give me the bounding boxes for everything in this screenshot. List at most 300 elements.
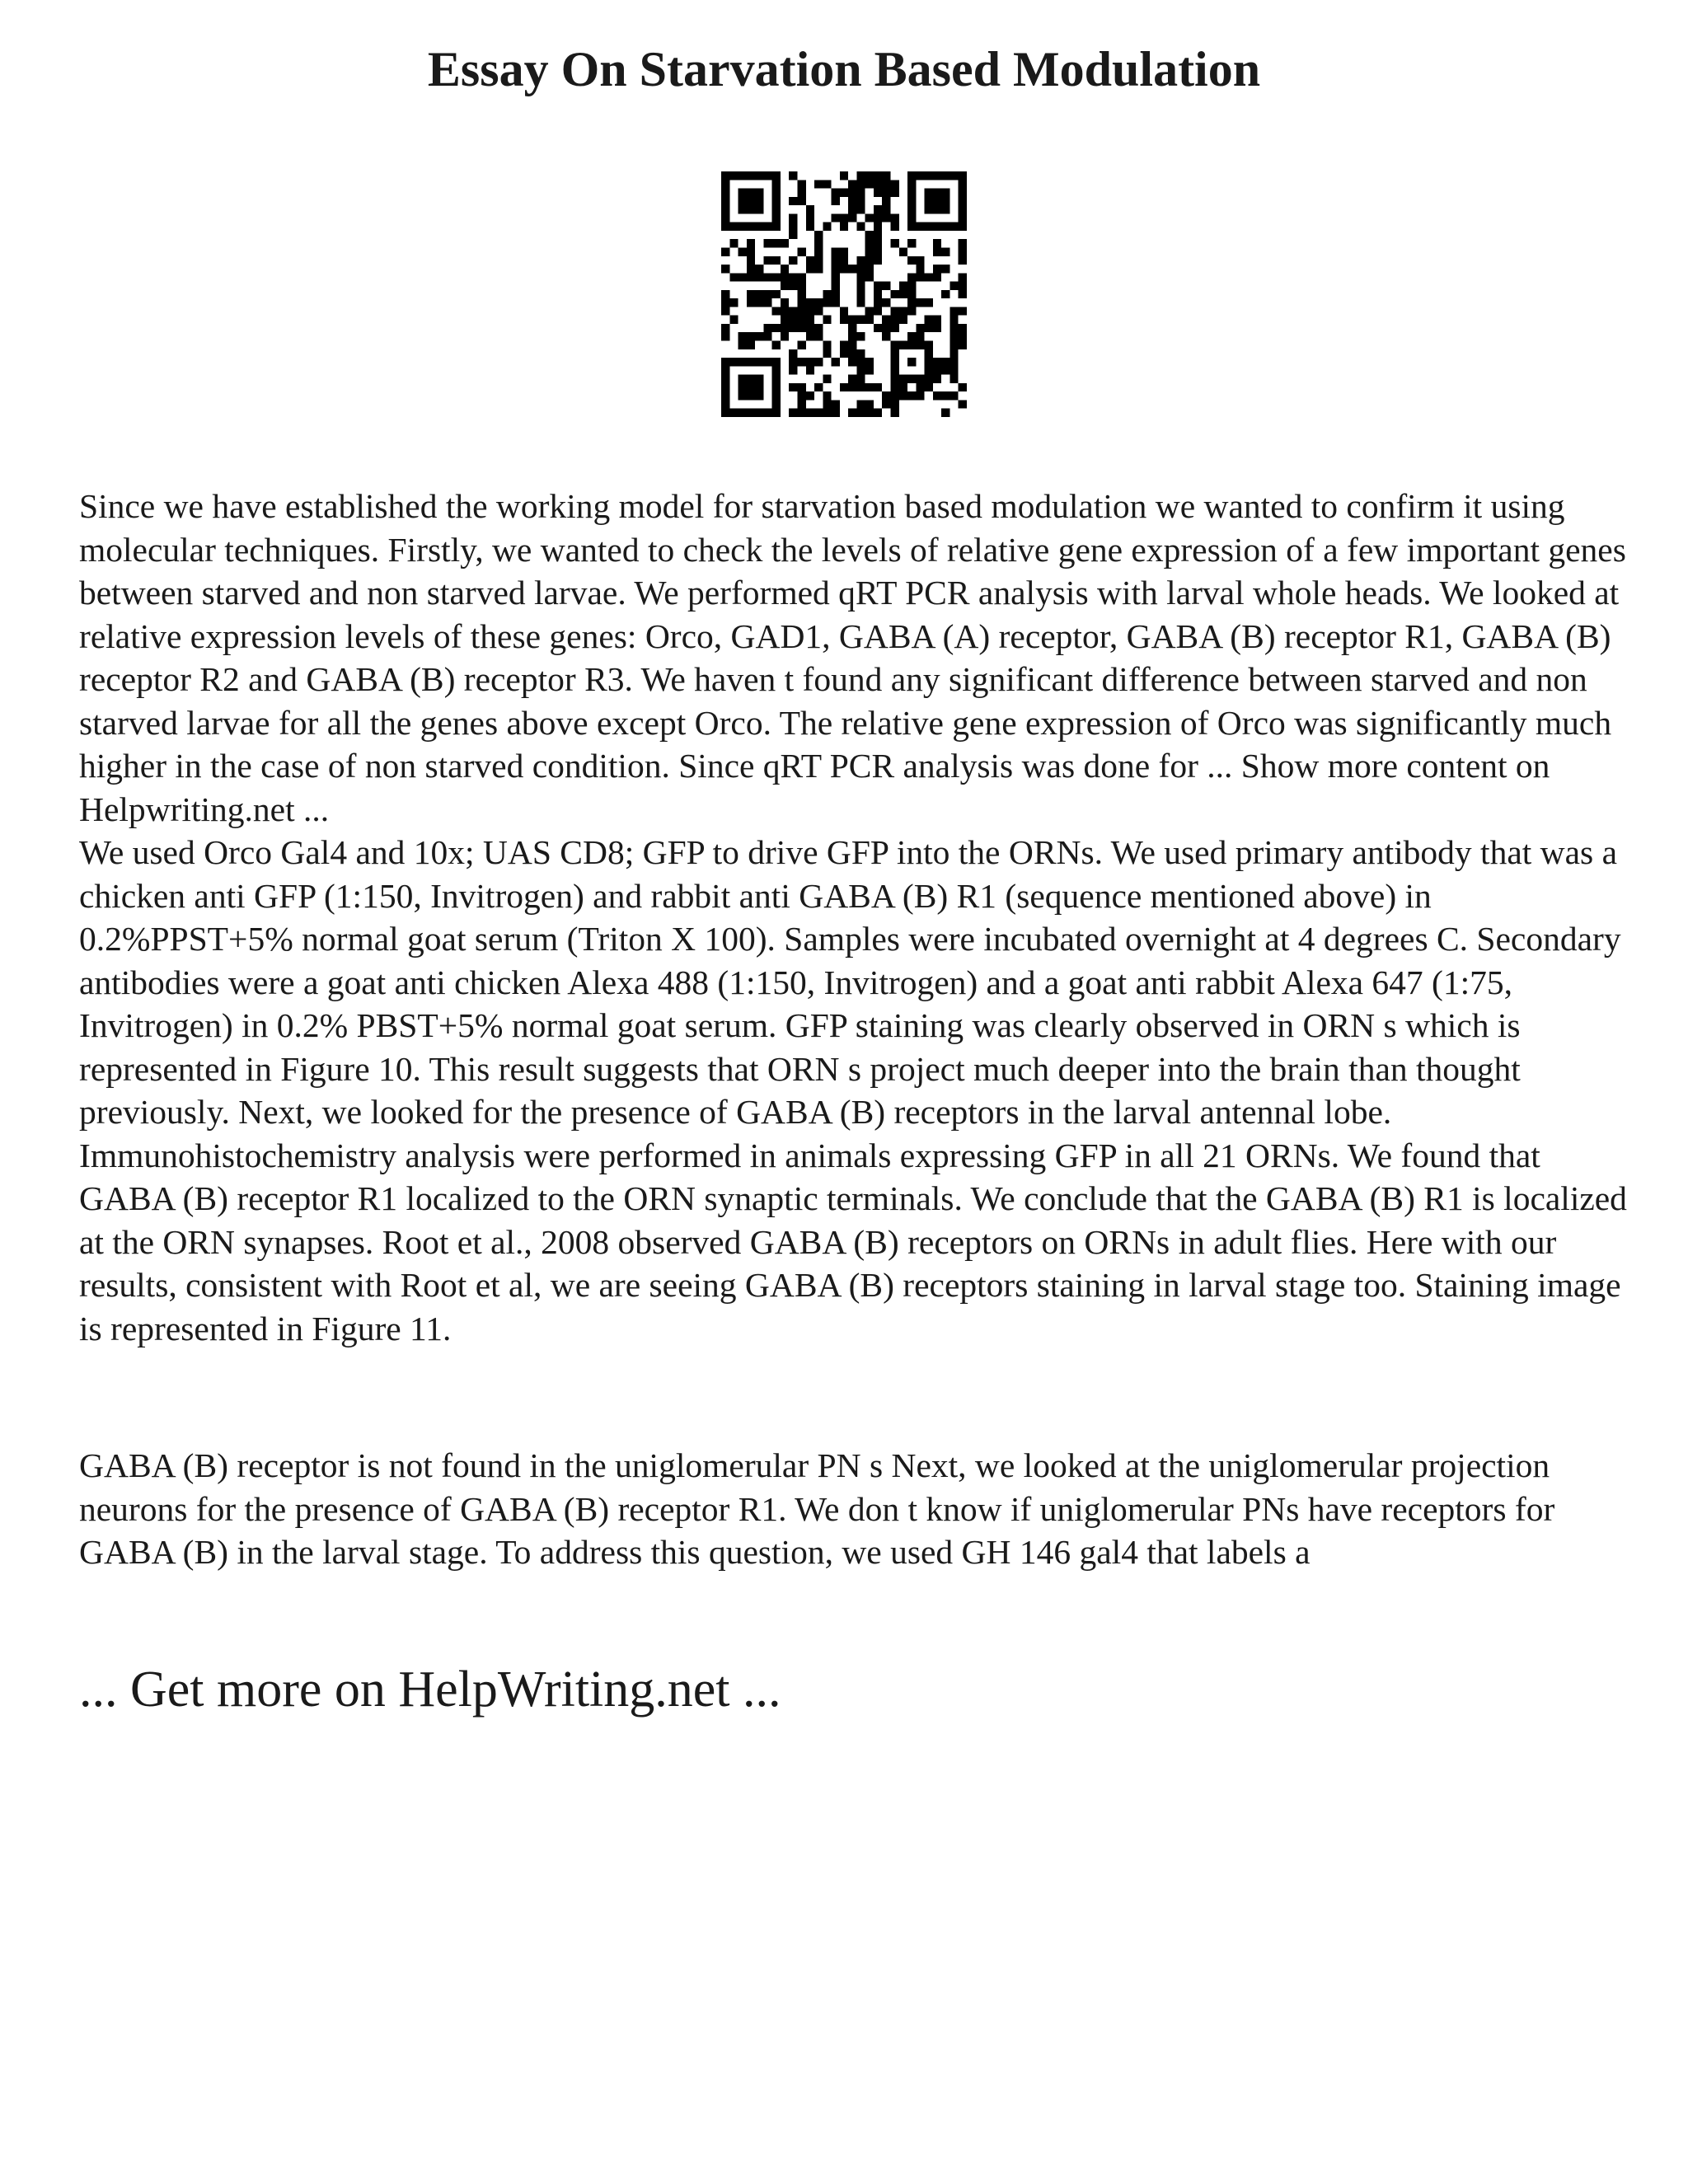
qr-module bbox=[856, 358, 865, 366]
qr-module bbox=[925, 358, 933, 366]
qr-module bbox=[925, 366, 933, 374]
qr-module bbox=[959, 341, 967, 349]
qr-module bbox=[856, 256, 865, 265]
qr-module bbox=[959, 290, 967, 298]
qr-module bbox=[721, 213, 729, 222]
qr-module bbox=[797, 273, 805, 281]
qr-module bbox=[882, 213, 890, 222]
qr-module bbox=[772, 409, 781, 417]
qr-module bbox=[959, 400, 967, 408]
qr-module bbox=[891, 341, 899, 349]
qr-module bbox=[933, 223, 941, 231]
qr-module bbox=[907, 256, 916, 265]
qr-module bbox=[856, 298, 865, 307]
qr-module bbox=[738, 247, 747, 255]
qr-module bbox=[941, 265, 950, 273]
qr-module bbox=[848, 324, 856, 332]
qr-module bbox=[738, 171, 747, 180]
qr-module bbox=[899, 375, 907, 383]
qr-module bbox=[874, 282, 882, 290]
qr-module bbox=[772, 239, 781, 247]
qr-module bbox=[832, 400, 840, 408]
qr-module bbox=[950, 391, 958, 400]
qr-module bbox=[933, 265, 941, 273]
qr-module bbox=[907, 341, 916, 349]
qr-module bbox=[814, 231, 823, 239]
qr-module bbox=[891, 383, 899, 391]
qr-module bbox=[806, 391, 814, 400]
qr-module bbox=[856, 189, 865, 197]
qr-module bbox=[781, 265, 789, 273]
qr-module bbox=[933, 189, 941, 197]
qr-module bbox=[747, 409, 755, 417]
qr-module bbox=[763, 273, 771, 281]
qr-module bbox=[950, 324, 958, 332]
qr-module bbox=[907, 375, 916, 383]
qr-module bbox=[755, 265, 763, 273]
qr-module bbox=[950, 223, 958, 231]
qr-module bbox=[789, 307, 797, 315]
qr-module bbox=[865, 256, 874, 265]
qr-module bbox=[848, 197, 856, 205]
qr-module bbox=[781, 324, 789, 332]
qr-module bbox=[856, 265, 865, 273]
qr-module bbox=[721, 180, 729, 188]
qr-module bbox=[721, 247, 729, 255]
qr-module bbox=[856, 316, 865, 324]
qr-module bbox=[772, 358, 781, 366]
qr-module bbox=[891, 324, 899, 332]
qr-module bbox=[797, 247, 805, 255]
qr-module bbox=[806, 223, 814, 231]
qr-module bbox=[721, 332, 729, 340]
qr-module bbox=[797, 391, 805, 400]
qr-module bbox=[933, 375, 941, 383]
qr-module bbox=[856, 366, 865, 374]
qr-module bbox=[907, 223, 916, 231]
qr-module bbox=[848, 409, 856, 417]
qr-module bbox=[865, 231, 874, 239]
qr-module bbox=[899, 290, 907, 298]
qr-module bbox=[907, 197, 916, 205]
qr-module bbox=[806, 205, 814, 213]
qr-module bbox=[814, 307, 823, 315]
qr-module bbox=[738, 205, 747, 213]
qr-module bbox=[916, 273, 924, 281]
qr-module bbox=[806, 366, 814, 374]
qr-module bbox=[899, 316, 907, 324]
qr-module bbox=[738, 223, 747, 231]
qr-module bbox=[856, 273, 865, 281]
qr-module bbox=[933, 273, 941, 281]
qr-module bbox=[797, 282, 805, 290]
qr-module bbox=[840, 256, 848, 265]
qr-module bbox=[781, 282, 789, 290]
qr-module bbox=[832, 265, 840, 273]
qr-module bbox=[823, 375, 831, 383]
qr-module bbox=[763, 223, 771, 231]
qr-module bbox=[882, 171, 890, 180]
qr-module bbox=[916, 341, 924, 349]
qr-module bbox=[925, 197, 933, 205]
qr-module bbox=[950, 366, 958, 374]
qr-module bbox=[747, 332, 755, 340]
qr-module bbox=[797, 383, 805, 391]
qr-module bbox=[755, 223, 763, 231]
qr-module bbox=[874, 205, 882, 213]
qr-module bbox=[891, 366, 899, 374]
qr-module bbox=[772, 197, 781, 205]
qr-module bbox=[832, 256, 840, 265]
qr-module bbox=[907, 332, 916, 340]
qr-module bbox=[865, 247, 874, 255]
qr-module bbox=[772, 307, 781, 315]
qr-module bbox=[882, 205, 890, 213]
qr-module bbox=[882, 282, 890, 290]
qr-module bbox=[814, 298, 823, 307]
qr-module bbox=[721, 366, 729, 374]
qr-module bbox=[941, 223, 950, 231]
qr-module bbox=[856, 375, 865, 383]
qr-module bbox=[907, 307, 916, 315]
qr-module bbox=[848, 205, 856, 213]
qr-module bbox=[729, 316, 738, 324]
qr-module bbox=[865, 400, 874, 408]
qr-module bbox=[814, 324, 823, 332]
qr-module bbox=[882, 400, 890, 408]
qr-module bbox=[772, 324, 781, 332]
qr-module bbox=[721, 383, 729, 391]
qr-module bbox=[941, 189, 950, 197]
qr-module bbox=[721, 391, 729, 400]
qr-module bbox=[772, 400, 781, 408]
qr-module bbox=[882, 180, 890, 188]
qr-module bbox=[755, 375, 763, 383]
qr-module bbox=[941, 171, 950, 180]
qr-module bbox=[763, 358, 771, 366]
qr-module bbox=[763, 239, 771, 247]
qr-module bbox=[747, 189, 755, 197]
qr-module bbox=[856, 171, 865, 180]
qr-module bbox=[933, 391, 941, 400]
qr-module bbox=[832, 213, 840, 222]
qr-module bbox=[789, 409, 797, 417]
qr-module bbox=[789, 282, 797, 290]
qr-module bbox=[925, 223, 933, 231]
qr-module bbox=[763, 290, 771, 298]
qr-module bbox=[772, 189, 781, 197]
qr-module bbox=[738, 358, 747, 366]
qr-module bbox=[891, 239, 899, 247]
qr-module bbox=[865, 239, 874, 247]
qr-module bbox=[891, 189, 899, 197]
qr-module bbox=[797, 400, 805, 408]
qr-module bbox=[797, 180, 805, 188]
qr-module bbox=[832, 282, 840, 290]
qr-module bbox=[925, 189, 933, 197]
qr-module bbox=[747, 239, 755, 247]
qr-module bbox=[891, 400, 899, 408]
qr-module bbox=[856, 290, 865, 298]
qr-module bbox=[891, 358, 899, 366]
qr-module bbox=[721, 265, 729, 273]
qr-module bbox=[789, 223, 797, 231]
qr-module bbox=[772, 290, 781, 298]
qr-module bbox=[933, 239, 941, 247]
qr-module bbox=[933, 324, 941, 332]
qr-module bbox=[832, 358, 840, 366]
qr-module bbox=[856, 332, 865, 340]
qr-module bbox=[874, 223, 882, 231]
qr-module bbox=[738, 197, 747, 205]
qr-module bbox=[933, 197, 941, 205]
qr-module bbox=[840, 383, 848, 391]
qr-module bbox=[789, 324, 797, 332]
qr-module bbox=[899, 341, 907, 349]
qr-module bbox=[797, 189, 805, 197]
qr-module bbox=[840, 247, 848, 255]
qr-module bbox=[856, 349, 865, 358]
qr-module bbox=[848, 349, 856, 358]
qr-module bbox=[848, 189, 856, 197]
qr-module bbox=[772, 256, 781, 265]
qr-module bbox=[865, 409, 874, 417]
qr-module bbox=[814, 383, 823, 391]
qr-module bbox=[865, 265, 874, 273]
qr-module bbox=[789, 171, 797, 180]
qr-module bbox=[823, 223, 831, 231]
qr-module bbox=[891, 316, 899, 324]
qr-module bbox=[738, 391, 747, 400]
qr-module bbox=[747, 391, 755, 400]
qr-module bbox=[772, 341, 781, 349]
qr-module bbox=[874, 256, 882, 265]
qr-module bbox=[950, 375, 958, 383]
paragraph-1: Since we have established the working model for starvation based modulation we wanted to confirm it using molecular techniques. Firstly, we wanted to check the levels of relative gene expression of a few important genes between starved and non starved larvae. We performed qRT PCR analysis with larval whole heads. We looked at relative expression levels of these genes: Orco, GAD1, GABA (A) receptor, GABA (B) receptor R1, GABA (B) receptor R2 and GABA (B) receptor R3. We haven t found any significant difference between starved and non starved larvae for all the genes above except Orco. The relative gene expression of Orco was significantly much higher in the case of non starved condition. Since qRT PCR analysis was done for ... Show more content on Helpwriting.net ... We used Orco Gal4 and 10x; UAS CD8; GFP to drive GFP into the ORNs. We used primary antibody that was a chicken anti GFP (1:150, Invitrogen) and rabbit anti GABA (B) R1 (sequence mentioned above) in 0.2%PPST+5% normal goat serum (Triton X 100). Samples were incubated overnight at 4 degrees C. Secondary antibodies were a goat anti chicken Alexa 488 (1:150, Invitrogen) and a goat anti rabbit Alexa 647 (1:75, Invitrogen) in 0.2% PBST+5% normal goat serum. GFP staining was clearly observed in ORN s which is represented in Figure 10. This result suggests that ORN s project much deeper into the brain than thought previously. Next, we looked for the presence of GABA (B) receptors in the larval antennal lobe. Immunohistochemistry analysis were performed in animals expressing GFP in all 21 ORNs. We found that GABA (B) receptor R1 localized to the ORN synaptic terminals. We conclude that the GABA (B) R1 is localized at the ORN synapses. Root et al., 2008 observed GABA (B) receptors on ORNs in adult flies. Here with our results, consistent with Root et al, we are seeing GABA (B) receptors staining in larval stage too. Staining image is represented in Figure 11. bbox=[79, 487, 1627, 1347]
qr-module bbox=[856, 223, 865, 231]
qr-module bbox=[721, 205, 729, 213]
qr-module bbox=[840, 341, 848, 349]
qr-module bbox=[933, 171, 941, 180]
qr-module bbox=[874, 247, 882, 255]
qr-module bbox=[959, 171, 967, 180]
qr-module bbox=[925, 324, 933, 332]
qr-module bbox=[950, 341, 958, 349]
qr-module bbox=[916, 298, 924, 307]
qr-module bbox=[899, 307, 907, 315]
qr-module bbox=[747, 298, 755, 307]
qr-module bbox=[755, 273, 763, 281]
qr-module bbox=[925, 171, 933, 180]
qr-module bbox=[806, 316, 814, 324]
qr-module bbox=[806, 213, 814, 222]
qr-module bbox=[747, 197, 755, 205]
qr-module bbox=[874, 213, 882, 222]
qr-module bbox=[747, 383, 755, 391]
qr-module bbox=[763, 409, 771, 417]
qr-module bbox=[789, 231, 797, 239]
qr-module bbox=[907, 205, 916, 213]
qr-module bbox=[891, 391, 899, 400]
qr-module bbox=[899, 282, 907, 290]
qr-module bbox=[814, 180, 823, 188]
qr-module bbox=[907, 239, 916, 247]
qr-module bbox=[959, 213, 967, 222]
qr-module bbox=[823, 298, 831, 307]
qr-module bbox=[891, 349, 899, 358]
qr-module bbox=[848, 316, 856, 324]
qr-module bbox=[874, 171, 882, 180]
qr-module bbox=[848, 375, 856, 383]
qr-module bbox=[806, 256, 814, 265]
qr-module bbox=[738, 383, 747, 391]
qr-module bbox=[772, 171, 781, 180]
qr-module bbox=[747, 290, 755, 298]
qr-module bbox=[848, 341, 856, 349]
qr-module bbox=[832, 298, 840, 307]
qr-module bbox=[814, 239, 823, 247]
qr-module bbox=[899, 391, 907, 400]
qr-module bbox=[763, 298, 771, 307]
qr-module bbox=[832, 247, 840, 255]
qr-module bbox=[814, 265, 823, 273]
qr-module bbox=[738, 273, 747, 281]
qr-module bbox=[823, 391, 831, 400]
qr-module bbox=[950, 316, 958, 324]
qr-module bbox=[874, 231, 882, 239]
qr-module bbox=[832, 290, 840, 298]
qr-module bbox=[916, 324, 924, 332]
qr-module bbox=[721, 197, 729, 205]
qr-module bbox=[738, 375, 747, 383]
qr-module bbox=[874, 298, 882, 307]
qr-module bbox=[959, 273, 967, 281]
qr-module bbox=[907, 213, 916, 222]
qr-module bbox=[797, 307, 805, 315]
qr-module bbox=[729, 358, 738, 366]
qr-module bbox=[747, 375, 755, 383]
qr-module bbox=[763, 332, 771, 340]
qr-module bbox=[763, 171, 771, 180]
qr-module bbox=[721, 171, 729, 180]
qr-module bbox=[772, 375, 781, 383]
qr-module bbox=[959, 307, 967, 315]
qr-module bbox=[865, 383, 874, 391]
qr-module bbox=[840, 349, 848, 358]
qr-module bbox=[848, 213, 856, 222]
qr-module bbox=[941, 409, 950, 417]
qr-module bbox=[891, 180, 899, 188]
qr-module bbox=[907, 282, 916, 290]
qr-module bbox=[950, 332, 958, 340]
qr-module bbox=[729, 171, 738, 180]
qr-module bbox=[789, 197, 797, 205]
qr-module bbox=[763, 324, 771, 332]
qr-module bbox=[772, 383, 781, 391]
qr-module bbox=[789, 316, 797, 324]
qr-module bbox=[916, 383, 924, 391]
qr-module bbox=[916, 375, 924, 383]
qr-module bbox=[959, 383, 967, 391]
qr-module bbox=[806, 265, 814, 273]
qr-module bbox=[848, 265, 856, 273]
qr-module bbox=[916, 265, 924, 273]
qr-module bbox=[772, 391, 781, 400]
qr-module bbox=[721, 189, 729, 197]
qr-module bbox=[848, 180, 856, 188]
qr-module bbox=[755, 205, 763, 213]
qr-module bbox=[747, 341, 755, 349]
qr-module bbox=[959, 247, 967, 255]
qr-module bbox=[763, 256, 771, 265]
qr-module bbox=[738, 189, 747, 197]
qr-module bbox=[950, 349, 958, 358]
qr-code-icon[interactable] bbox=[721, 171, 967, 417]
qr-module bbox=[848, 358, 856, 366]
qr-module bbox=[797, 358, 805, 366]
qr-module bbox=[925, 298, 933, 307]
qr-module bbox=[840, 316, 848, 324]
qr-module bbox=[865, 171, 874, 180]
qr-module bbox=[823, 180, 831, 188]
qr-module bbox=[959, 223, 967, 231]
qr-module bbox=[755, 189, 763, 197]
qr-module bbox=[797, 197, 805, 205]
qr-module bbox=[797, 324, 805, 332]
qr-module bbox=[747, 171, 755, 180]
qr-module bbox=[755, 409, 763, 417]
qr-module bbox=[891, 409, 899, 417]
qr-module bbox=[865, 213, 874, 222]
qr-module bbox=[959, 189, 967, 197]
qr-module bbox=[755, 391, 763, 400]
qr-module bbox=[823, 316, 831, 324]
qr-module bbox=[814, 256, 823, 265]
qr-module bbox=[907, 273, 916, 281]
qr-module bbox=[874, 189, 882, 197]
qr-module bbox=[882, 298, 890, 307]
qr-module bbox=[959, 324, 967, 332]
qr-module bbox=[729, 223, 738, 231]
qr-module bbox=[832, 189, 840, 197]
qr-module bbox=[907, 171, 916, 180]
qr-module bbox=[925, 341, 933, 349]
qr-module bbox=[772, 273, 781, 281]
qr-module bbox=[916, 332, 924, 340]
qr-module bbox=[755, 383, 763, 391]
qr-module bbox=[789, 358, 797, 366]
qr-module bbox=[747, 256, 755, 265]
qr-module bbox=[941, 197, 950, 205]
qr-module bbox=[925, 383, 933, 391]
qr-module bbox=[933, 366, 941, 374]
qr-module bbox=[755, 298, 763, 307]
qr-module bbox=[916, 223, 924, 231]
qr-module bbox=[840, 223, 848, 231]
qr-module bbox=[950, 307, 958, 315]
qr-module bbox=[882, 391, 890, 400]
qr-module bbox=[865, 307, 874, 315]
qr-module bbox=[941, 391, 950, 400]
qr-module bbox=[856, 400, 865, 408]
qr-module bbox=[882, 189, 890, 197]
qr-module bbox=[797, 298, 805, 307]
get-more-link[interactable]: ... Get more on HelpWriting.net ... bbox=[79, 1661, 781, 1718]
qr-module bbox=[721, 290, 729, 298]
qr-module bbox=[840, 265, 848, 273]
qr-module bbox=[840, 189, 848, 197]
qr-module bbox=[856, 282, 865, 290]
